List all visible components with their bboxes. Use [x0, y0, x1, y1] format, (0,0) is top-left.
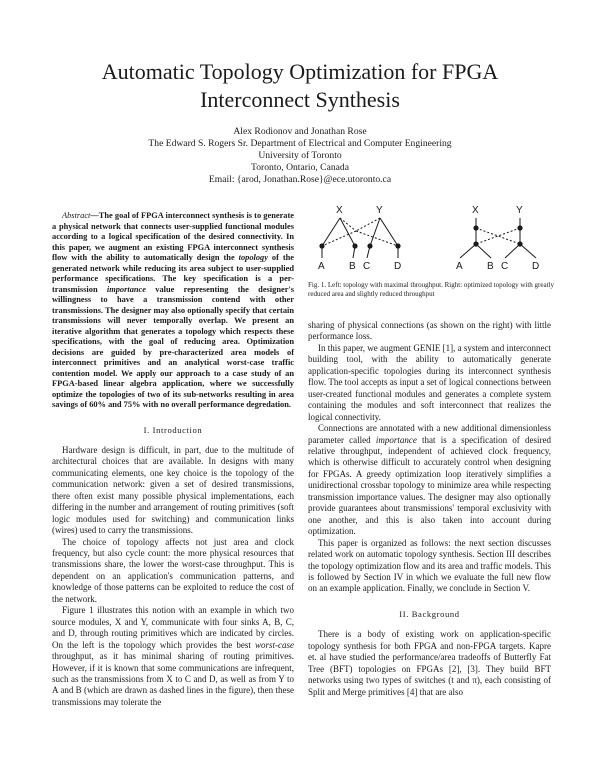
section-heading-background: II. Background	[399, 608, 460, 619]
title-line-2: Interconnect Synthesis	[200, 87, 400, 112]
right-p2-em: importance	[375, 434, 417, 445]
right-paragraph-1: In this paper, we augment GENIE [1], a system and interconnect building tool, with the ability to automatically generate application-specific topologies during its interconnect synthesis flow. The tool accepts as input a set of logical connections between user-created functional modules and generates a complete system containing the modules and soft interconnect that realizes the logical connectivity.	[308, 342, 551, 422]
right-p2-text-b: that is a specification of desired relative throughput, independent of achieved clock frequency, which is otherwise difficult to accurately control when designing for FPGAs. A greedy optimization loop iteratively simplifies a unidirectional crossbar topology to minimize area while respecting transmission importance values. The designer may also optionally provide guarantees about transmissions' temporal exclusivity with one another, and this is also taken into account during optimization.	[308, 434, 551, 537]
background-paragraph-1: There is a body of existing work on application-specific topology synthesis for both FPGA and non-FPGA targets. Kapre et. al have studied the performance/area tradeoffs of Butterfly Fat Tree (BFT) topologies on FPGAs [2], [3]. They build BFT networks using two types of switches (t and π), each consisting of Split and Merge primitives [4] that are also	[308, 629, 551, 697]
intro-p3-em: worst-case	[255, 639, 294, 650]
left-sink-b: B	[349, 261, 356, 272]
left-sink-c: C	[363, 261, 371, 272]
left-source-x: X	[336, 205, 343, 216]
paper-title	[40, 58, 560, 114]
left-column	[52, 211, 294, 708]
intro-p3-text-b: throughput, as it has minimal sharing of routing primitives. However, if it is known that some communications are infrequent, such as the transmissions from X to C and D, as well as from Y to A and B (which are drawn as dashed lines in the figure), then these transmissions may tolerate the	[52, 651, 294, 707]
right-source-y: Y	[516, 205, 523, 216]
intro-paragraph-3	[52, 605, 294, 708]
author-block	[60, 126, 540, 186]
left-sink-a: A	[318, 261, 325, 272]
abstract-em-topology: topology	[238, 253, 268, 262]
title-line-1: Automatic Topology Optimization for FPGA	[101, 59, 499, 84]
right-paragraph-2	[308, 423, 551, 538]
abstract	[52, 211, 294, 411]
left-routing-primitives	[319, 243, 400, 248]
location: Toronto, Ontario, Canada	[251, 162, 349, 173]
affiliation: The Edward S. Rogers Sr. Department of Electrical and Computer Engineering	[148, 138, 452, 149]
right-p2-text-a: Connections are annotated with a new additional dimensionless parameter called	[308, 423, 551, 445]
right-sink-a: A	[456, 261, 463, 272]
intro-paragraph-2: The choice of topology affects not just area and clock frequency, but also cycle count: the more physical resources that transmissions share, the lower the worst-case throughput. This is dependent on an application's communication patterns, and knowledge of those patterns can be exploited to reduce the cost of the network.	[52, 536, 294, 604]
figure-1	[308, 200, 558, 316]
abstract-text-3: value representing the designer's willingness to have a transmission contend with other transmissions. The designer may also optionally specify that certain transmissions will never temporally overlap. We present an iterative algorithm that generates a topology which respects these specifications, with the goal of reducing area. Optimization decisions are guided by pre-characterized area models of interconnect primitives and an analytical worst-case traffic contention model. We apply our approach to a case study of an FPGA-based linear algebra application, where we successfully optimize the topologies of two of its sub-networks resulting in area savings of 60% and 75% with no overall performance degredation.	[52, 284, 294, 409]
right-routing-primitives	[473, 225, 522, 246]
abstract-lead: Abstract	[62, 211, 91, 220]
left-source-y: Y	[376, 205, 383, 216]
right-column	[308, 320, 551, 698]
left-topology	[322, 218, 398, 258]
email: Email: {arod, Jonathan.Rose}@ece.utoronto.ca	[208, 174, 392, 185]
right-sink-b: B	[487, 261, 494, 272]
left-sink-d: D	[394, 261, 402, 272]
topology-diagram	[308, 200, 558, 280]
right-sink-d: D	[532, 261, 540, 272]
right-source-x: X	[472, 205, 479, 216]
university: University of Toronto	[258, 150, 342, 161]
right-paragraph-3: This paper is organized as follows: the next section discusses related work on automatic topology synthesis. Section III describes the topology optimization flow and its area and traffic models. This is followed by Section IV in which we evaluate the full new flow on an example application. Finally, we conclude in Section V.	[308, 537, 551, 594]
right-topology	[460, 218, 536, 258]
intro-p3-text-a: Figure 1 illustrates this notion with an example in which two source modules, X and Y, communicate with four sinks A, B, C, and D, through routing primitives which are indicated by circles. On the left is the topology which provides the best	[52, 605, 294, 650]
authors: Alex Rodionov and Jonathan Rose	[233, 126, 367, 137]
figure-1-caption: Fig. 1. Left: topology with maximal throughput. Right: optimized topology with greatly reduced area and slightly reduced throughput	[308, 281, 554, 298]
abstract-text-1: The goal of FPGA interconnect synthesis is to generate a physical network that connects user-supplied functional modules according to a logical specification of the desired connectivity. In this paper, we augment an existing FPGA interconnect synthesis flow with the ability to automatically design the	[52, 211, 294, 262]
abstract-em-importance: importance	[106, 284, 146, 294]
right-sink-c: C	[501, 261, 509, 272]
right-paragraph-0: sharing of physical connections (as shown on the right) with little performance loss.	[308, 320, 551, 342]
intro-paragraph-1: Hardware design is difficult, in part, due to the multitude of architectural choices that are available. In designs with many communicating elements, one key choice is the topology of the communication network: given a set of desired transmissions, there often exist many possible physical implementations, each differing in the number and arrangement of routing primitives (soft logic modules used for switching) and communication links (wires) used to carry the transmissions.	[52, 444, 294, 536]
abstract-text-2: of the generated network while reducing its area subject to user-supplied performance specifications. The key specification is a per-transmission	[52, 253, 294, 294]
section-heading-introduction: I. Introduction	[143, 424, 203, 435]
abstract-dash: —	[90, 211, 99, 220]
